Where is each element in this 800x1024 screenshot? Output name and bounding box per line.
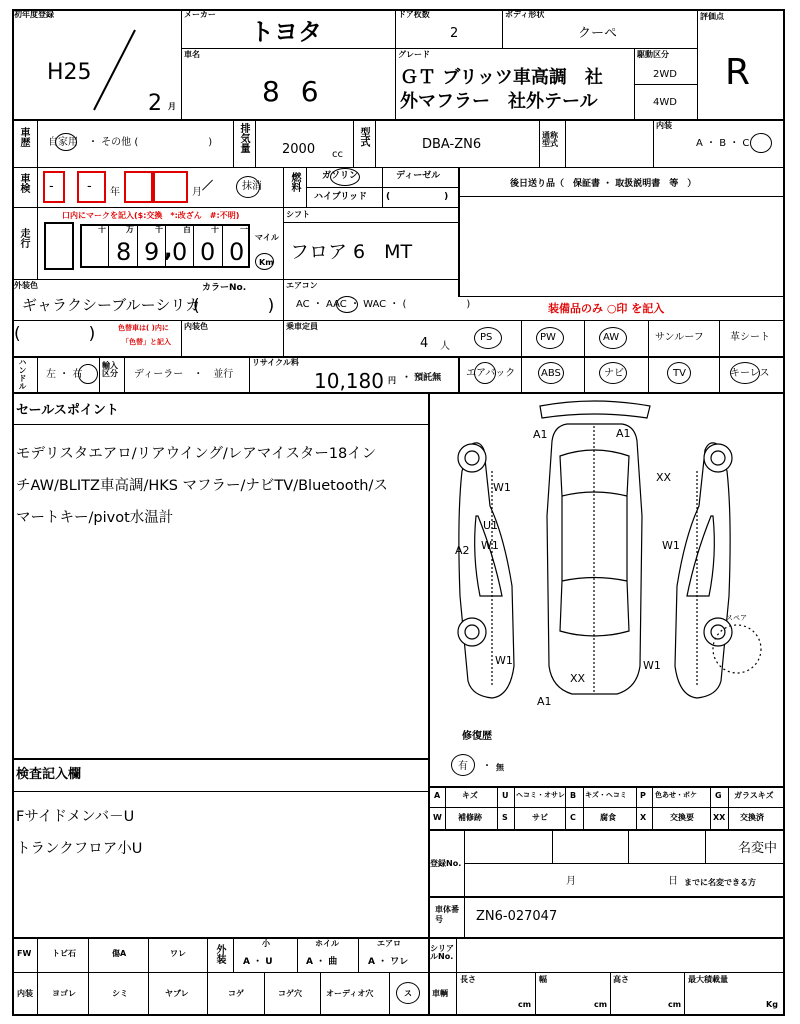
name-change-status: 名変中: [738, 841, 778, 856]
later-items: 後日送り品（ 保証書 ・ 取扱説明書 等 ）: [510, 179, 697, 189]
displacement: 2000: [282, 142, 316, 157]
shift: フロア 6 MT: [290, 241, 413, 263]
mileage-digit: 0: [172, 238, 188, 266]
exterior-color: ギャラクシーブルーシリカ: [22, 296, 201, 314]
equip-leather: 革シート: [730, 332, 770, 343]
damage-mark: A1: [533, 428, 548, 441]
equip-ps: PS: [480, 332, 493, 343]
interior-grade-circle: [750, 133, 772, 153]
damage-mark: W1: [662, 539, 680, 552]
date-slash: [90, 28, 140, 113]
equip-pw: PW: [540, 332, 556, 343]
mileage-digit: 0: [200, 238, 216, 266]
grade-line2: 外マフラー 社外テール: [400, 91, 598, 112]
sales-points-title: セールスポイント: [16, 403, 119, 418]
capacity: 4: [420, 336, 429, 351]
damage-mark: A1: [616, 427, 631, 440]
fuel-diesel: ディーゼル: [396, 171, 441, 181]
usage-circle: [55, 133, 77, 151]
repair-has: 有: [458, 761, 468, 772]
equipment-title: 装備品のみ ○印 を記入: [548, 302, 665, 315]
inspector-note: トランクフロア小U: [16, 841, 143, 857]
damage-mark: U1: [483, 519, 499, 532]
import-type: ディーラー ・ 並行: [134, 369, 234, 380]
mileage-mark-box: [44, 222, 74, 270]
equip-keyless: キーレス: [730, 368, 770, 379]
repair-history-label: 修復歴: [462, 731, 492, 742]
first-reg-label: 初年度登録: [14, 10, 54, 19]
model-code: DBA-ZN6: [422, 137, 482, 152]
chassis-number: ZN6-027047: [476, 909, 558, 924]
equip-navi: ナビ: [604, 368, 624, 379]
usage: 自家用 ・ その他 ( ): [48, 137, 213, 148]
equip-sunroof: サンルーフ: [655, 332, 704, 343]
body-type: クーペ: [578, 26, 618, 41]
drive-2wd: 2WD: [653, 69, 677, 80]
recycle-fee: 10,180: [314, 369, 384, 393]
equip-tv: TV: [673, 368, 686, 379]
equip-abs: ABS: [541, 368, 561, 379]
damage-mark: XX: [570, 672, 586, 685]
damage-mark: XX: [656, 471, 672, 484]
damage-mark: W1: [493, 481, 511, 494]
fuel-hybrid: ハイブリッド: [314, 192, 368, 202]
first-reg-era: H25: [47, 60, 92, 85]
sales-point-line: モデリスタエアロ/リアウイング/レアマイスター18イン: [16, 446, 377, 462]
damage-mark: W1: [481, 539, 499, 552]
handle: 左 ・ 右: [46, 369, 83, 380]
mileage-note: 口内にマークを記入($:交換 *:改ざん #:不明): [62, 211, 240, 220]
interior-grade: A ・ B ・ C: [696, 138, 750, 149]
sales-point-line: マートキー/pivot水温計: [16, 510, 174, 526]
fuel-gasoline: ガソリン: [322, 171, 359, 181]
car-name: 8 6: [262, 75, 325, 108]
grade-line1: ＧＴ ブリッツ車高調 社: [400, 67, 603, 88]
mileage-digit: 8: [116, 238, 132, 266]
drive-4wd: 4WD: [653, 97, 677, 108]
mileage-digit: 9: [144, 238, 160, 266]
damage-mark: A1: [537, 695, 552, 708]
doors: 2: [450, 26, 459, 41]
mileage-digit: 0: [229, 238, 245, 266]
equip-airbag: エアバック: [466, 368, 516, 379]
sales-point-line: チAW/BLITZ車高調/HKS マフラー/ナビTV/Bluetooth/ス: [16, 478, 388, 494]
first-reg-month: 2: [148, 91, 162, 116]
maker: トヨタ: [250, 18, 322, 46]
km-unit: Km: [259, 258, 274, 267]
air-conditioner: AC ・ AAC ・ WAC ・ ( ): [296, 299, 471, 310]
spare-label: スペア: [726, 614, 747, 622]
car-damage-diagram: [432, 396, 782, 716]
grade-score: R: [725, 52, 751, 93]
auction-sheet: 初年度登録 H25 2 月 メーカー トヨタ ドア枚数 2 ボディ形状 クーペ 評価点 R 車名 8 6 グレード ＧＴ ブリッツ車高調 社 外マフラー 社外テール 駆動区分 2WD 4WD 車歴 自家用 ・ その他 ( ) 排気量 2000 cc 型式 DBA-ZN6 通称型式 内装 A ・ B ・ C 車検 - - 年 月 ／ 抹消 燃料 ガソリン ディーゼル ハイブリッド ( ) 後日送り品（ 保証書 ・ 取扱説明書 等 ） 走行 口内にマークを記入($:交換 *:改ざん #:不明) 十 万 千 百 十 一 8 9 , 0 0 0 マイル Km シフト フロア 6 MT 外装色 ギャラクシーブルーシリカ カラーNo. ( ) ( ) 色替車は( )内に 「色替」と記入 内装色 エアコン AC ・ AAC ・ WAC ・ ( ) 乗車定員 4 人 装備品のみ ○印 を記入 PS PW AW サンルーフ 革シート ハンドル 左 ・ 右 輸入区分 ディーラー ・ 並行 リサイクル料 10,180 円 ・ 預託無 エアバック ABS ナビ TV キーレス セールスポイント モデリスタエアロ/リアウイング/レアマイスター18イン チAW/BLITZ車高調/HKS マフラー/ナビTV/Bluetooth/ス マートキー/pivot水温計 スペア A1 A1 XX W1 U1 W1 A2 W1 W1 W1 XX A1 修復歴 有 ・ 無 検査記入欄 Fサイドメンバ－U トランクフロア小U A キズ U ヘコミ・オサレ B キズ・ヘコミ P 色あせ・ボケ G ガラスキズ W 補修跡 S サビ C 腐食 X 交換要 XX 交換済 登録No. 名変中 月 日 までに名変できる方 車体番号 ZN6-027047 FW トビ石 傷A ワレ 外装 小 A ・ U ホイル A ・ 曲 エアロ A ・ ワレ シリアルNo. 内装 ヨゴレ シミ ヤブレ コゲ コゲ穴 オーディオ穴 ス 車輌 長さ cm 幅 cm 高さ cm 最大積載量 Kg: [0, 0, 800, 1024]
damage-mark: A2: [455, 544, 470, 557]
inspector-title: 検査記入欄: [16, 767, 82, 782]
equip-aw: AW: [603, 332, 620, 343]
damage-mark: W1: [495, 654, 513, 667]
unregistered: 抹消: [242, 181, 262, 192]
damage-mark: W1: [643, 659, 661, 672]
inspector-note: Fサイドメンバ－U: [16, 809, 135, 825]
